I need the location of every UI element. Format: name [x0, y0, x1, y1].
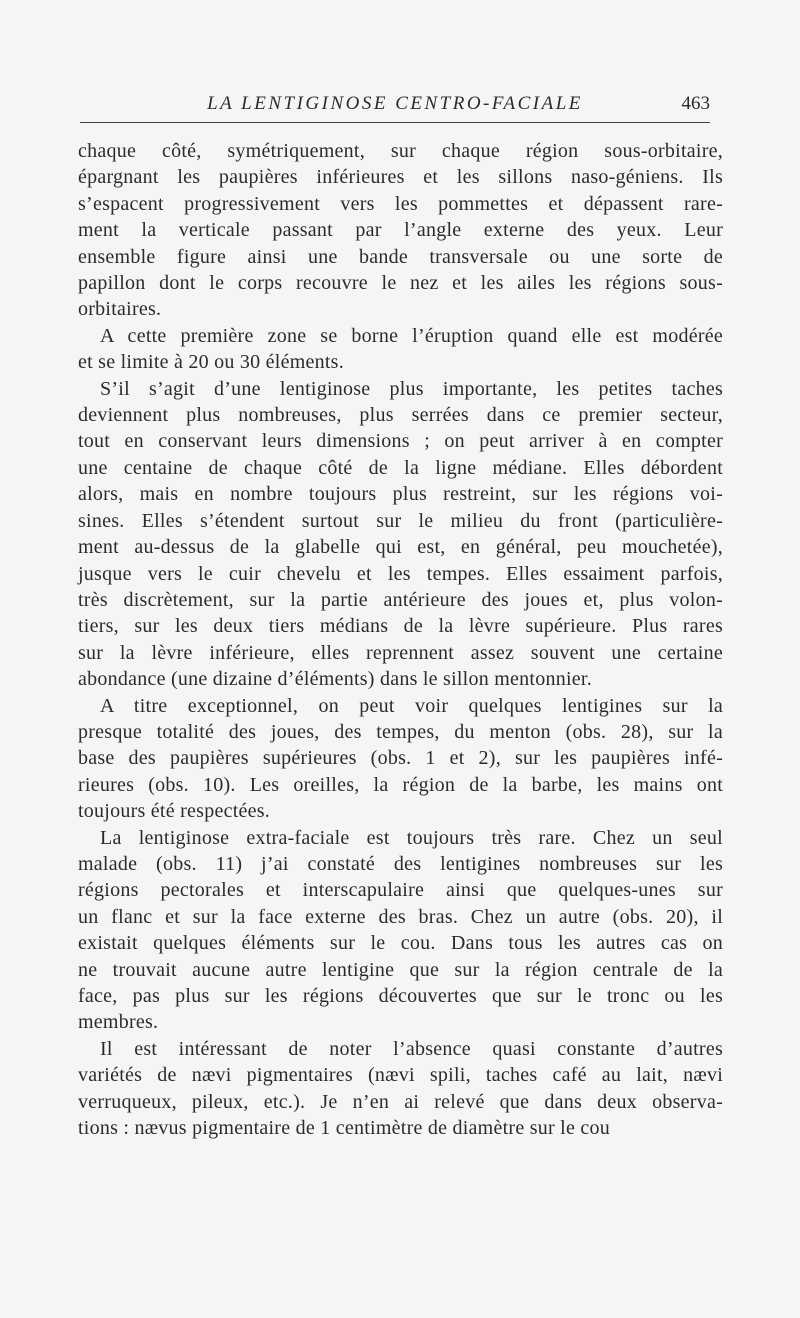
text-line: variétés de nævi pigmentaires (nævi spili, taches café au lait, nævi	[78, 1064, 723, 1087]
text-line: un flanc et sur la face externe des bras. Chez un autre (obs. 20), il	[78, 905, 723, 928]
text-line: A titre exceptionnel, on peut voir quelques lentigines sur la	[100, 694, 723, 717]
page-number: 463	[681, 93, 710, 114]
text-line: rieures (obs. 10). Les oreilles, la région de la barbe, les mains ont	[78, 773, 723, 796]
text-line: La lentiginose extra-faciale est toujours très rare. Chez un seul	[100, 826, 723, 849]
text-line: sur la lèvre inférieure, elles reprennent assez souvent une certaine	[78, 641, 723, 664]
paragraph	[78, 323, 723, 376]
text-line: tout en conservant leurs dimensions ; on peut arriver à en compter	[78, 430, 723, 453]
text-line: papillon dont le corps recouvre le nez et les ailes les régions sous-	[78, 272, 723, 295]
text-line: toujours été respectées.	[78, 800, 271, 823]
text-line: membres.	[78, 1011, 159, 1034]
paragraph	[78, 825, 723, 1036]
paragraph	[78, 1036, 723, 1142]
page-header	[80, 92, 710, 123]
text-line: sines. Elles s’étendent surtout sur le milieu du front (particulière-	[78, 509, 723, 532]
text-line: existait quelques éléments sur le cou. Dans tous les autres cas on	[78, 932, 723, 955]
text-line: et se limite à 20 ou 30 éléments.	[78, 351, 344, 374]
text-line: régions pectorales et interscapulaire ainsi que quelques-unes sur	[78, 879, 723, 902]
text-line: chaque côté, symétriquement, sur chaque région sous-orbitaire,	[78, 140, 723, 162]
running-title: LA LENTIGINOSE CENTRO-FACIALE	[207, 93, 583, 114]
text-line: presque totalité des joues, des tempes, du menton (obs. 28), sur la	[78, 720, 723, 743]
text-line: malade (obs. 11) j’ai constaté des lentigines nombreuses sur les	[78, 852, 723, 875]
text-line: tions : nævus pigmentaire de 1 centimètre de diamètre sur le cou	[78, 1117, 610, 1140]
body-text	[78, 138, 723, 1141]
text-line: verruqueux, pileux, etc.). Je n’en ai relevé que dans deux observa-	[78, 1090, 723, 1113]
text-line: tiers, sur les deux tiers médians de la lèvre supérieure. Plus rares	[78, 615, 723, 638]
paragraph	[78, 376, 723, 693]
text-line: très discrètement, sur la partie antérieure des joues et, plus volon-	[78, 588, 723, 611]
text-line: S’il s’agit d’une lentiginose plus importante, les petites taches	[100, 377, 723, 400]
text-line: abondance (une dizaine d’éléments) dans le sillon mentonnier.	[78, 668, 592, 691]
text-line: ment la verticale passant par l’angle externe des yeux. Leur	[78, 219, 723, 242]
text-line: face, pas plus sur les régions découvertes que sur le tronc ou les	[78, 985, 723, 1007]
text-line: ne trouvait aucune autre lentigine que sur la région centrale de la	[78, 958, 723, 981]
paragraph	[78, 693, 723, 825]
text-line: alors, mais en nombre toujours plus restreint, sur les régions voi-	[78, 483, 723, 506]
text-line: A cette première zone se borne l’éruption quand elle est modérée	[100, 324, 723, 347]
paragraph	[78, 138, 723, 323]
text-line: base des paupières supérieures (obs. 1 et 2), sur les paupières infé-	[78, 747, 723, 770]
text-line: épargnant les paupières inférieures et les sillons naso-géniens. Ils	[78, 166, 723, 189]
text-line: ensemble figure ainsi une bande transversale ou une sorte de	[78, 245, 723, 268]
text-line: jusque vers le cuir chevelu et les tempes. Elles essaiment parfois,	[78, 562, 723, 585]
text-line: une centaine de chaque côté de la ligne médiane. Elles débordent	[78, 456, 723, 479]
text-line: Il est intéressant de noter l’absence quasi constante d’autres	[100, 1037, 723, 1060]
text-line: ment au-dessus de la glabelle qui est, en général, peu mouchetée),	[78, 536, 723, 559]
text-line: s’espacent progressivement vers les pommettes et dépassent rare-	[78, 192, 723, 215]
text-line: orbitaires.	[78, 298, 162, 321]
text-line: deviennent plus nombreuses, plus serrées dans ce premier secteur,	[78, 404, 723, 427]
